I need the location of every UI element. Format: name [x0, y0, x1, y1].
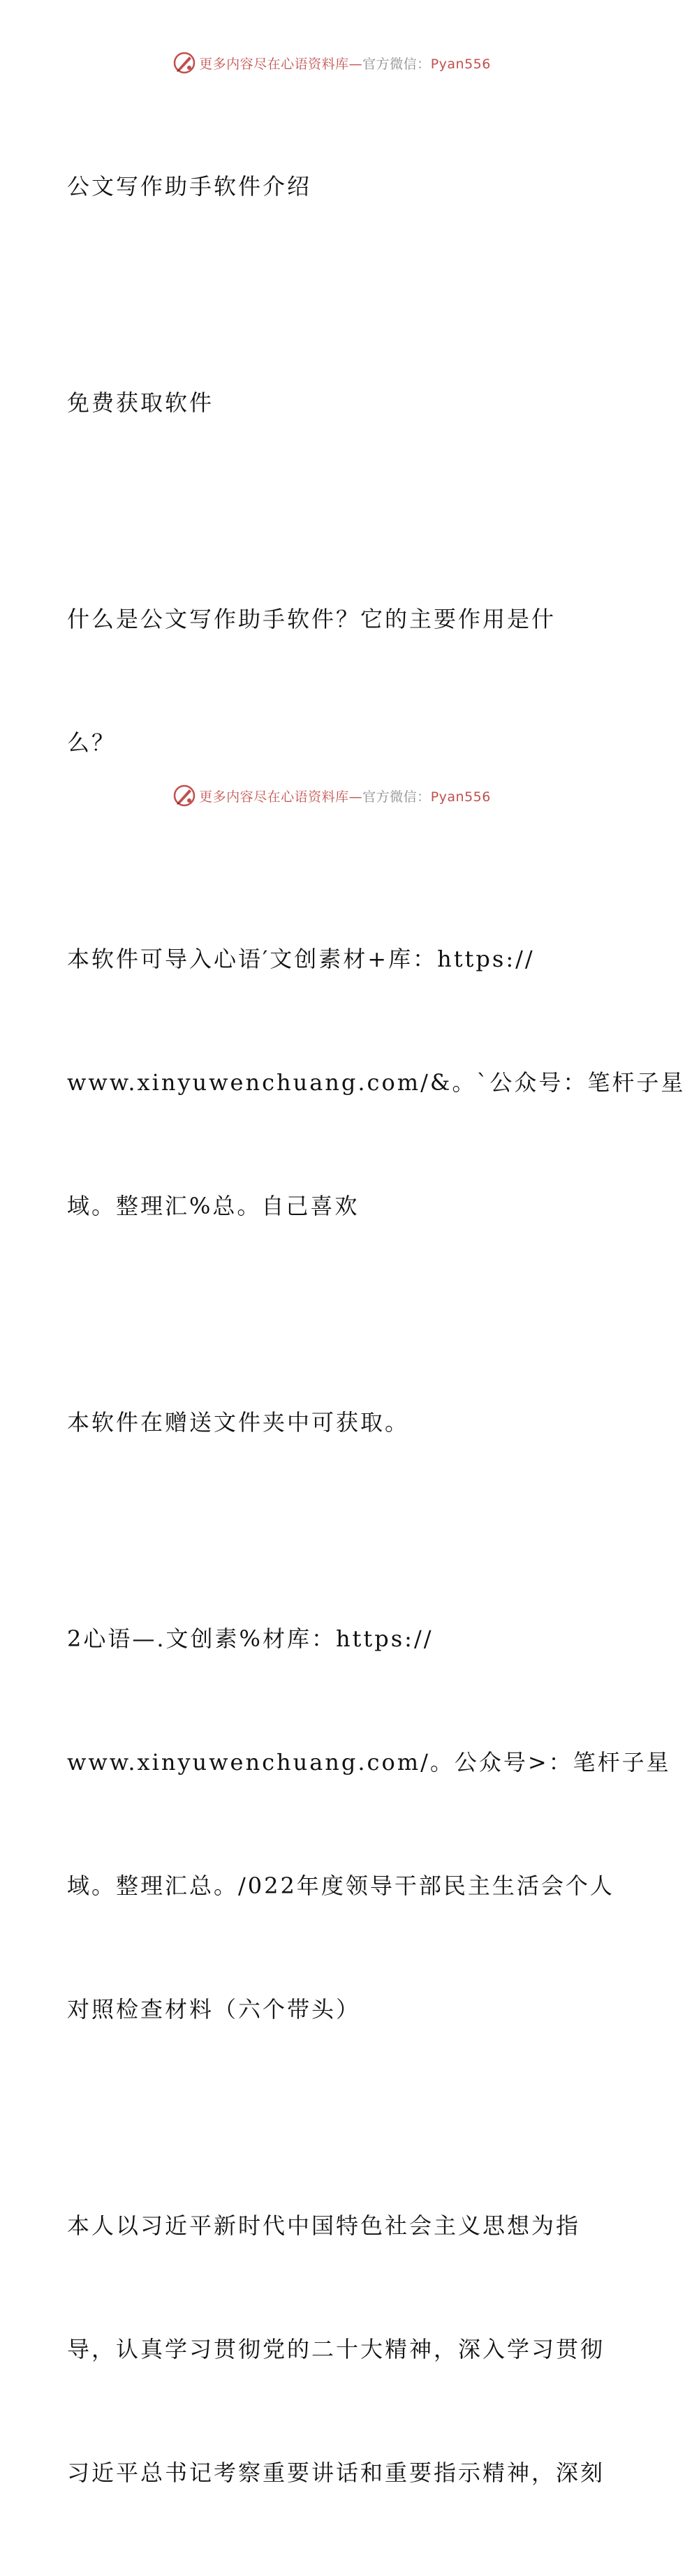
- quill-logo-icon: [172, 51, 196, 75]
- paragraph-get-software: [67, 300, 612, 506]
- text-line: 本软件在赠送文件夹中可获取。: [67, 1409, 410, 1436]
- text-line: 本软件可导入心语′文创素材+库：https://: [67, 946, 535, 972]
- text-line: 什么是公文写作助手软件？它的主要作用是什: [67, 606, 557, 632]
- text-line: 域。整理汇%总。自己喜欢: [67, 1193, 360, 1219]
- banner-wechat-id: Pyan556: [430, 789, 491, 805]
- banner-text: 更多内容尽在心语资料库: [199, 789, 349, 805]
- paragraph-library-2: [67, 1536, 671, 2113]
- text-line: 公文写作助手软件介绍: [67, 173, 312, 200]
- text-line: www.xinyuwenchuang.com/&。`公众号：笔杆子星: [67, 1069, 685, 1096]
- text-line: 导，认真学习贯彻党的二十大精神，深入学习贯彻: [67, 2336, 605, 2362]
- text-line: 域。整理汇总。/022年度领导干部民主生活会个人: [67, 1873, 614, 1899]
- paragraph-import-library: [67, 856, 685, 1309]
- quill-logo-icon: [172, 784, 196, 807]
- footer-banner: [0, 782, 663, 810]
- text-line: 免费获取软件: [67, 389, 214, 416]
- banner-dash: —: [348, 789, 363, 805]
- banner-wechat-label: 官方微信：: [362, 789, 431, 805]
- text-line: 习近平总书记考察重要讲话和重要指示精神，深刻: [67, 2459, 605, 2486]
- text-line: 么？: [67, 729, 117, 756]
- banner-wechat-id: Pyan556: [430, 56, 491, 72]
- paragraph-gift-folder: [67, 1320, 612, 1526]
- banner-wechat-label: 官方微信：: [362, 56, 431, 72]
- banner-dash: —: [348, 56, 363, 72]
- banner-text: 更多内容尽在心语资料库: [199, 56, 349, 72]
- text-line: www.xinyuwenchuang.com/。公众号>：笔杆子星: [67, 1749, 671, 1775]
- text-line: 2心语—.文创素%材库：https://: [67, 1625, 434, 1652]
- paragraph-title: [67, 84, 612, 290]
- paragraph-body: [67, 2123, 612, 2576]
- document-body: [67, 84, 685, 2576]
- text-line: 对照检查材料（六个带头）: [67, 1996, 361, 2023]
- header-banner: [0, 49, 663, 77]
- text-line: 本人以习近平新时代中国特色社会主义思想为指: [67, 2212, 581, 2239]
